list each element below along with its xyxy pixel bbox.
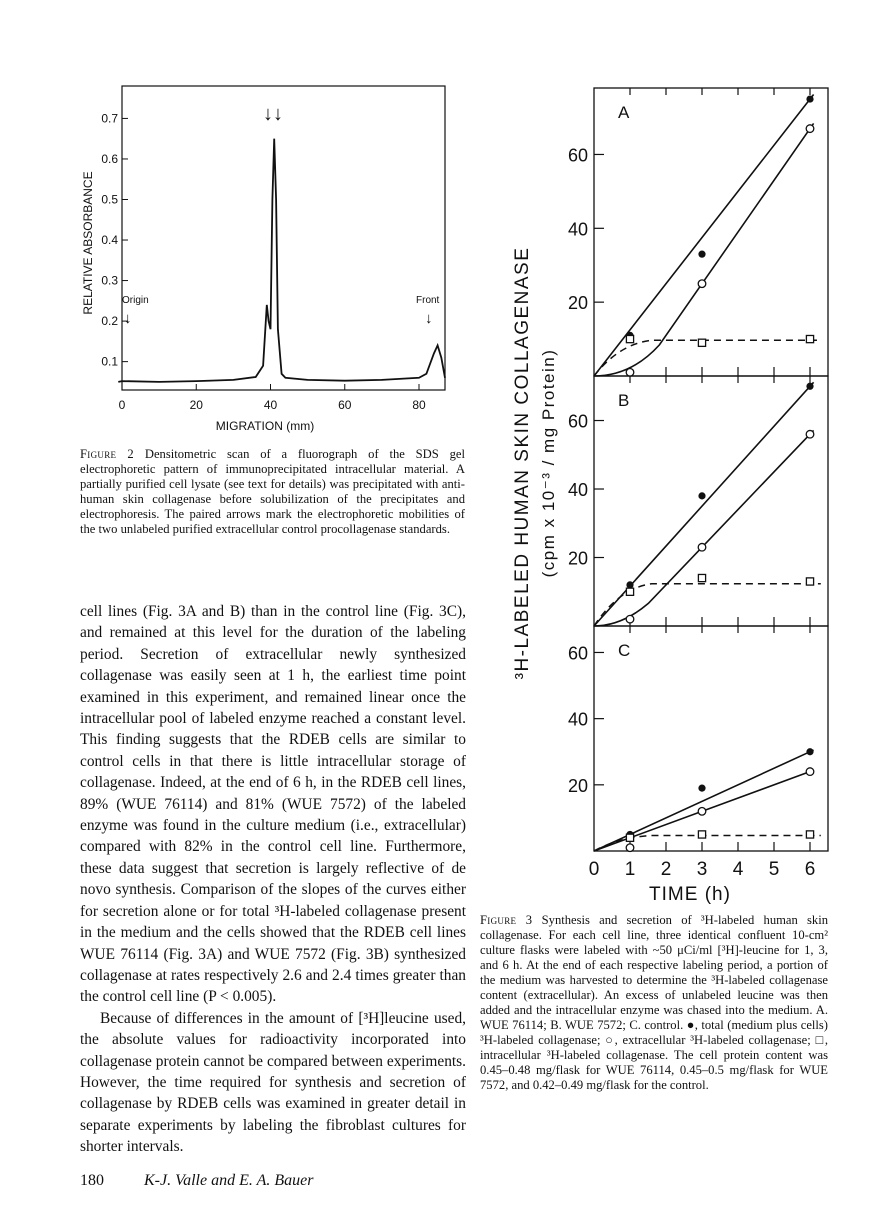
y-tick-label: 0.6 — [101, 151, 118, 166]
paragraph-1: cell lines (Fig. 3A and B) than in the control line (Fig. 3C), and remained at this level for the duration of the labeling period. Secretion of extracellular newly synthesized collagenase was easily seen at 1 h, the earliest time point examined in this experiment, and remained linear once the intracellular pool of labeled enzyme reached a constant level. This finding suggests that the RDEB cells are similar to control cells in that there is little intracellular storage of collagenase. Indeed, at the end of 6 h, in the RDEB cell lines, 89% (WUE 76114) and 81% (WUE 7572) of the labeled enzyme was found in the culture medium (i.e., extracellular) compared with 82% in the control cell line. Furthermore, these data suggest that secretion is largely reflective of de novo synthesis. Comparison of the slopes of the curves either for secretion alone or for total ³H-labeled collagenase present in the medium and the cells showed that the RDEB cell lines WUE 76114 (Fig. 3A) and WUE 7572 (Fig. 3B) synthesized collagenase at rates respectively 2.6 and 2.4 times greater than the control cell line (P < 0.005). — [80, 603, 466, 1006]
extracellular-point — [698, 807, 706, 815]
origin-label: Origin — [122, 295, 149, 306]
y-tick-label: 60 — [567, 643, 588, 664]
y-tick-label: 20 — [567, 293, 588, 314]
total-point — [806, 748, 813, 755]
paired-arrows: ↓↓ — [263, 103, 283, 125]
total-point — [698, 785, 705, 792]
x-tick-label: 80 — [412, 398, 426, 412]
intracellular-point — [626, 588, 633, 595]
figure-3-y-label-line1: ³H-LABELED HUMAN SKIN COLLAGENASE — [512, 246, 533, 680]
figure-3-caption-text: Synthesis and secretion of ³H-labeled human skin collagenase. For each cell line, three identical confluent 10-cm² culture flasks were labeled with ~50 μCi/ml [³H]-leucine for 1, 3, and 6 h. At the end of each respective labeling period, a portion of the medium was harvested to determine the ³H-labeled collagenase content (extracellular). An excess of unlabeled leucine was then added and the intracellular enzyme was chased into the medium. A. WUE 76114; B. WUE 7572; C. control. ●, total (medium plus cells) ³H-labeled collagenase; ○, extracellular ³H-labeled collagenase; □, intracellular ³H-labeled collagenase. The cell protein content was 0.45–0.48 mg/flask for WUE 76114, 0.45–0.5 mg/flask for WUE 7572, and 0.42–0.49 mg/flask for the control. — [480, 913, 829, 1092]
extracellular-fit-line — [594, 430, 814, 626]
total-point — [626, 581, 633, 588]
y-tick-label: 0.2 — [101, 314, 118, 329]
intracellular-point — [806, 578, 813, 585]
x-tick-label: 4 — [732, 859, 744, 880]
densitometric-scan-curve — [118, 139, 445, 382]
x-tick-label: 40 — [263, 398, 278, 412]
figure-3-caption-label: Figure 3 — [480, 913, 533, 927]
panel-b — [568, 376, 828, 626]
x-tick-label: 6 — [804, 859, 816, 880]
total-point — [806, 383, 813, 390]
page-footer — [80, 1172, 313, 1190]
y-tick-label: 40 — [567, 219, 588, 240]
intracellular-point — [626, 335, 633, 342]
x-tick-label: 2 — [660, 859, 672, 880]
y-tick-label: 0.5 — [101, 192, 118, 207]
figure-2-caption — [80, 447, 465, 537]
y-tick-label: 40 — [567, 709, 588, 730]
y-tick-label: 60 — [567, 145, 588, 166]
figure-3-y-label-line2: (cpm x 10⁻³ / mg Protein) — [539, 348, 558, 578]
x-tick-label: 0 — [588, 859, 600, 880]
panel-label: B — [618, 391, 630, 410]
intracellular-point — [806, 831, 813, 838]
page-number: 180 — [80, 1172, 104, 1189]
intracellular-point — [626, 834, 633, 841]
extracellular-point — [626, 369, 634, 377]
extracellular-point — [698, 280, 706, 288]
running-authors: K-J. Valle and E. A. Bauer — [144, 1172, 314, 1189]
total-point — [698, 492, 705, 499]
intracellular-point — [698, 574, 705, 581]
panel-label: C — [618, 641, 631, 660]
y-tick-label: 0.4 — [101, 233, 118, 248]
figure-2-caption-text: Densitometric scan of a fluorograph of the SDS gel electrophoretic pattern of immunoprecipitated intracellular material. A partially purified cell lysate (see text for details) was precipitated with anti-human skin collagenase before solubilization of the precipitates and electrophoresis. The paired arrows mark the electrophoretic mobilities of the two unlabeled purified extracellular control procollagenase standards. — [80, 447, 465, 536]
y-tick-label: 40 — [567, 480, 588, 501]
x-axis-label: MIGRATION (mm) — [215, 419, 315, 433]
y-tick-label: 0.3 — [101, 273, 118, 288]
figure-3-chart — [500, 78, 840, 908]
panel-label: A — [618, 103, 630, 122]
intracellular-point — [698, 339, 705, 346]
y-tick-label: 20 — [567, 548, 588, 569]
origin-arrow: ↓ — [124, 310, 132, 327]
figure-2-caption-label: Figure 2 — [80, 447, 135, 461]
figure-2-chart — [70, 78, 460, 438]
intracellular-point — [698, 831, 705, 838]
y-tick-label: 60 — [567, 411, 588, 432]
extracellular-point — [806, 125, 814, 133]
extracellular-point — [698, 543, 706, 551]
x-tick-label: 20 — [189, 398, 203, 412]
x-tick-label: 5 — [768, 859, 780, 880]
total-point — [698, 251, 705, 258]
x-tick-label: 0 — [118, 398, 126, 412]
panel-a — [568, 88, 828, 376]
extracellular-point — [806, 768, 814, 776]
front-label: Front — [416, 295, 440, 306]
x-tick-label: 60 — [338, 398, 352, 412]
y-axis-label: RELATIVE ABSORBANCE — [81, 171, 95, 315]
y-tick-label: 0.1 — [101, 354, 118, 369]
extracellular-point — [806, 430, 814, 438]
y-tick-label: 0.7 — [101, 111, 118, 126]
extracellular-point — [626, 844, 634, 852]
y-tick-label: 20 — [567, 775, 588, 796]
figure-3-x-label: TIME (h) — [649, 884, 731, 905]
x-tick-label: 1 — [624, 859, 636, 880]
body-text — [80, 601, 466, 1158]
front-arrow: ↓ — [425, 310, 433, 327]
extracellular-point — [626, 615, 634, 623]
total-point — [806, 95, 813, 102]
plot-frame — [122, 86, 445, 390]
x-tick-label: 3 — [696, 859, 708, 880]
paragraph-2: Because of differences in the amount of [³H]leucine used, the absolute values for radioactivity incorporated into collagenase protein cannot be compared between experiments. However, the time required for synthesis and secretion of collagenase by RDEB cells was examined in greater detail in separate experiments by labeling the fibroblast cultures for shorter intervals. — [80, 1009, 466, 1156]
intracellular-point — [806, 335, 813, 342]
figure-3-caption — [480, 913, 828, 1093]
panel-c — [568, 626, 828, 851]
